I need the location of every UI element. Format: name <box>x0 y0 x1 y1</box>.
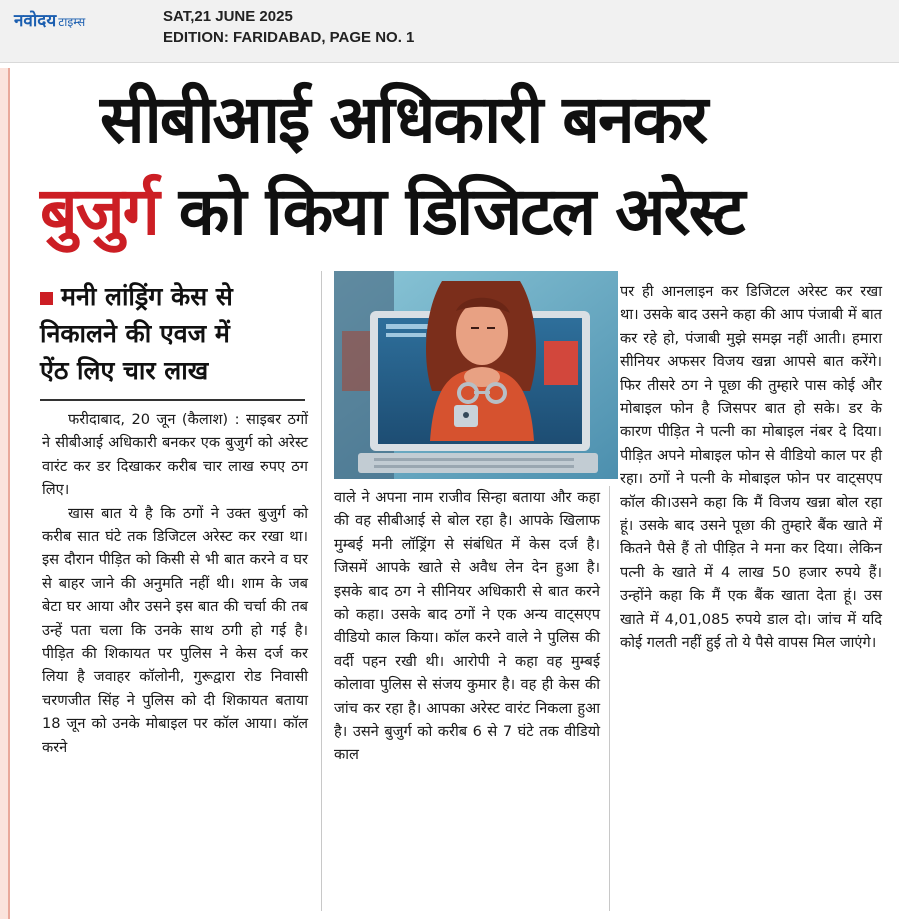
column2-paragraph-1: वाले ने अपना नाम राजीव सिन्हा बताया और कहा की वह सीबीआई से बोल रहा है। आपके खिलाफ मुम्बई मनी लॉड्रिंग से संबंधित में केस दर्ज है। जिसमें आपके खाते से अवैध लेन देन हुआ है। इसके बाद ठग ने सीनियर अधिकारी से बात करने को कहा। उसके बाद ठगों ने एक अन्य वाट्सएप वीडियो काल किया। कॉल करने वाले ने पुलिस की वर्दी पहन रखी थी। आरोपी ने कहा वह मुम्बई कोलावा पुलिस से संजय कुमार है। वह ही केस की जांच कर रहा है। आपका अरेस्ट वारंट निकला हुआ है। उसने बुजुर्ग को करीब 6 से 7 घंटे तक वीडियो काल <box>334 489 600 764</box>
logo-main-text: नवोदय <box>14 11 57 31</box>
headline-line-2 <box>40 164 744 260</box>
subhead-line-2: निकालने की एवज में <box>40 319 230 348</box>
issue-date: SAT,21 JUNE 2025 <box>163 8 293 25</box>
page-edge-strip <box>0 68 10 919</box>
headline-line-2-rest: को किया डिजिटल अरेस्ट <box>157 173 744 250</box>
edition-page: EDITION: FARIDABAD, PAGE NO. 1 <box>163 29 415 46</box>
newspaper-logo[interactable] <box>14 8 85 31</box>
column3-paragraph-1: पर ही आनलाइन कर डिजिटल अरेस्ट कर रखा था। उसके बाद उसने कहा की आप पंजाबी में बात कर रहे हो, पंजाबी मुझे समझ नहीं आती। हमारा सीनियर अफसर विजय खन्ना आपसे बात करेंगे। फिर तीसरे ठग ने पूछा की तुम्हारे पास कोई और मोबाइल फोन है जिसपर बात हो सके। डर के कारण पीड़ित ने पत्नी का मोबाइल नंबर दे दिया। पीड़ित अपने मोबाइल फोन से वीडियो काल पर ही रहा। ठगों ने पत्नी के मोबाइल फोन पर वाट्सएप कॉल की।उसने कहा कि मैं विजय खन्ना बोल रहा हूं। उसके बाद उसने पूछा की तुम्हारे बैंक खाते में कितने पैसे हैं तो पीड़ित ने मना कर दिया। लेकिन पत्नी के खाते में 4 लाख 50 हजार रुपये हैं। उन्होंने कहा कि मैं एक बैंक खाता देता हूं। उस खाते में 4,01,085 रुपये डाल दो। जांच में यदि कोई गलती नहीं हुई तो ये पैसे वापस मिल जाएंगे। <box>620 283 882 652</box>
subhead-line-1-text: मनी लांड्रिंग केस से <box>61 282 233 311</box>
column1-paragraph-2: खास बात ये है कि ठगों ने उक्त बुजुर्ग को करीब सात घंटे तक डिजिटल अरेस्ट कर रखा था। इस दौरान पीड़ित को किसी से भी बात करने व घर से बाहर जाने की अनुमति नहीं थी। शाम के जब बेटा घर आया और उसने इस बात की चर्चा की तब उन्हें पता चला कि उनके साथ ठगी हो गई है। पीड़ित की शिकायत पर पुलिस ने केस दर्ज कर लिया है जवाहर कॉलोनी, गुरूद्वारा रोड निवासी चरणजीत सिंह ने पुलिस को दी शिकायत बताया 18 जून को उनके मोबाइल पर कॉल आया। कॉल करने <box>42 504 308 756</box>
column-divider <box>321 271 322 911</box>
article-column-2 <box>334 486 600 767</box>
article-photo[interactable] <box>334 271 618 479</box>
handcuffed-woman-illustration <box>334 271 618 479</box>
logo-sub-text: टाइम्स <box>58 15 86 29</box>
subhead-line-1 <box>40 278 320 315</box>
article-column-1 <box>42 408 308 759</box>
subhead-line-3: ऐंठ लिए चार लाख <box>40 356 209 385</box>
subheadline <box>40 278 320 389</box>
headline-line-1: सीबीआई अधिकारी बनकर <box>100 81 707 158</box>
masthead-bar <box>0 0 899 63</box>
column1-paragraph-1: फरीदाबाद, 20 जून (कैलाश) : साइबर ठगों ने सीबीआई अधिकारी बनकर एक बुजुर्ग को अरेस्ट वारंट कर डर दिखाकर करीब चार लाख रुपए ठग लिए। <box>42 411 308 499</box>
subhead-rule <box>40 399 305 401</box>
article-column-3 <box>620 280 882 655</box>
column-divider <box>609 486 610 911</box>
red-square-bullet-icon <box>40 292 53 305</box>
edition-info <box>163 6 414 48</box>
headline-highlight: बुजुर्ग <box>40 173 158 250</box>
